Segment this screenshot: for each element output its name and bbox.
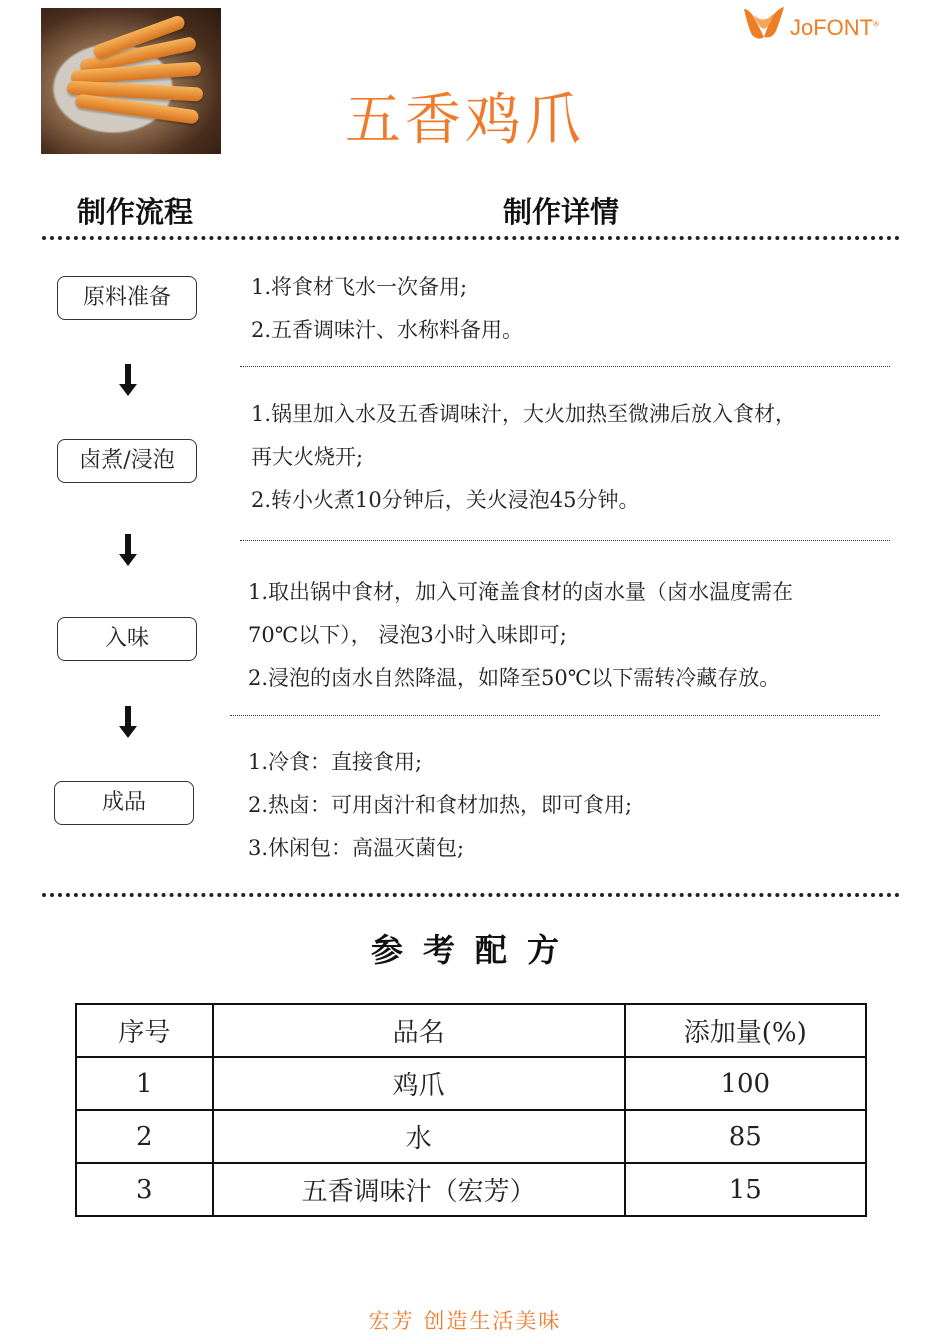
details-header: 制作详情 [503,195,620,229]
section-divider [42,893,900,897]
table-cell: 2 [76,1110,213,1163]
step-box-raw-material: 原料准备 [57,276,197,320]
column-header: 品名 [213,1004,625,1057]
detail-line: 70℃以下）， 浸泡3小时入味即可; [248,623,567,647]
detail-line: 3.休闲包：高温灭菌包; [248,836,465,860]
column-header: 添加量(%) [625,1004,866,1057]
table-cell: 1 [76,1057,213,1110]
footer-slogan: 宏芳 创造生活美味 [368,1309,562,1333]
detail-line: 1.锅里加入水及五香调味汁，大火加热至微沸后放入食材， [251,402,797,426]
down-arrow-icon [118,706,138,740]
page-title: 五香鸡爪 [345,88,585,153]
recipe-title: 参考配方 [370,931,579,969]
recipe-table [75,1003,867,1217]
down-arrow-icon [118,534,138,568]
detail-line: 2.浸泡的卤水自然降温，如降至50℃以下需转冷藏存放。 [248,666,781,690]
column-header: 序号 [76,1004,213,1057]
step-divider [230,715,880,716]
step-detail-marinate [248,571,793,700]
step-detail-braise-soak [251,393,796,522]
step-box-braise-soak: 卤煮/浸泡 [57,439,197,483]
detail-line: 1.取出锅中食材，加入可淹盖食材的卤水量（卤水温度需在 [248,580,794,604]
step-divider [240,540,890,541]
step-divider [240,366,890,367]
table-row [76,1163,866,1216]
brand-logo [740,4,890,46]
detail-line: 1.冷食：直接食用; [248,750,423,774]
detail-line: 2.热卤：可用卤汁和食材加热，即可食用; [248,793,633,817]
detail-line: 1.将食材飞水一次备用; [251,275,468,299]
process-header: 制作流程 [77,195,194,229]
table-cell: 鸡爪 [213,1057,625,1110]
step-detail-raw-material [251,266,523,352]
logo-text: JoFONT® [790,15,880,40]
header-divider [42,236,900,240]
jofont-logo-icon [740,5,788,45]
table-row [76,1057,866,1110]
detail-line: 2.转小火煮10分钟后，关火浸泡45分钟。 [251,488,640,512]
detail-line: 再大火烧开; [251,445,364,469]
step-detail-finished [248,741,632,870]
table-cell: 100 [625,1057,866,1110]
table-cell: 五香调味汁（宏芳） [213,1163,625,1216]
step-box-marinate: 入味 [57,617,197,661]
table-cell: 水 [213,1110,625,1163]
table-cell: 15 [625,1163,866,1216]
table-cell: 3 [76,1163,213,1216]
table-row [76,1110,866,1163]
table-header-row [76,1004,866,1057]
step-box-finished: 成品 [54,781,194,825]
detail-line: 2.五香调味汁、水称料备用。 [251,318,524,342]
down-arrow-icon [118,364,138,398]
table-cell: 85 [625,1110,866,1163]
